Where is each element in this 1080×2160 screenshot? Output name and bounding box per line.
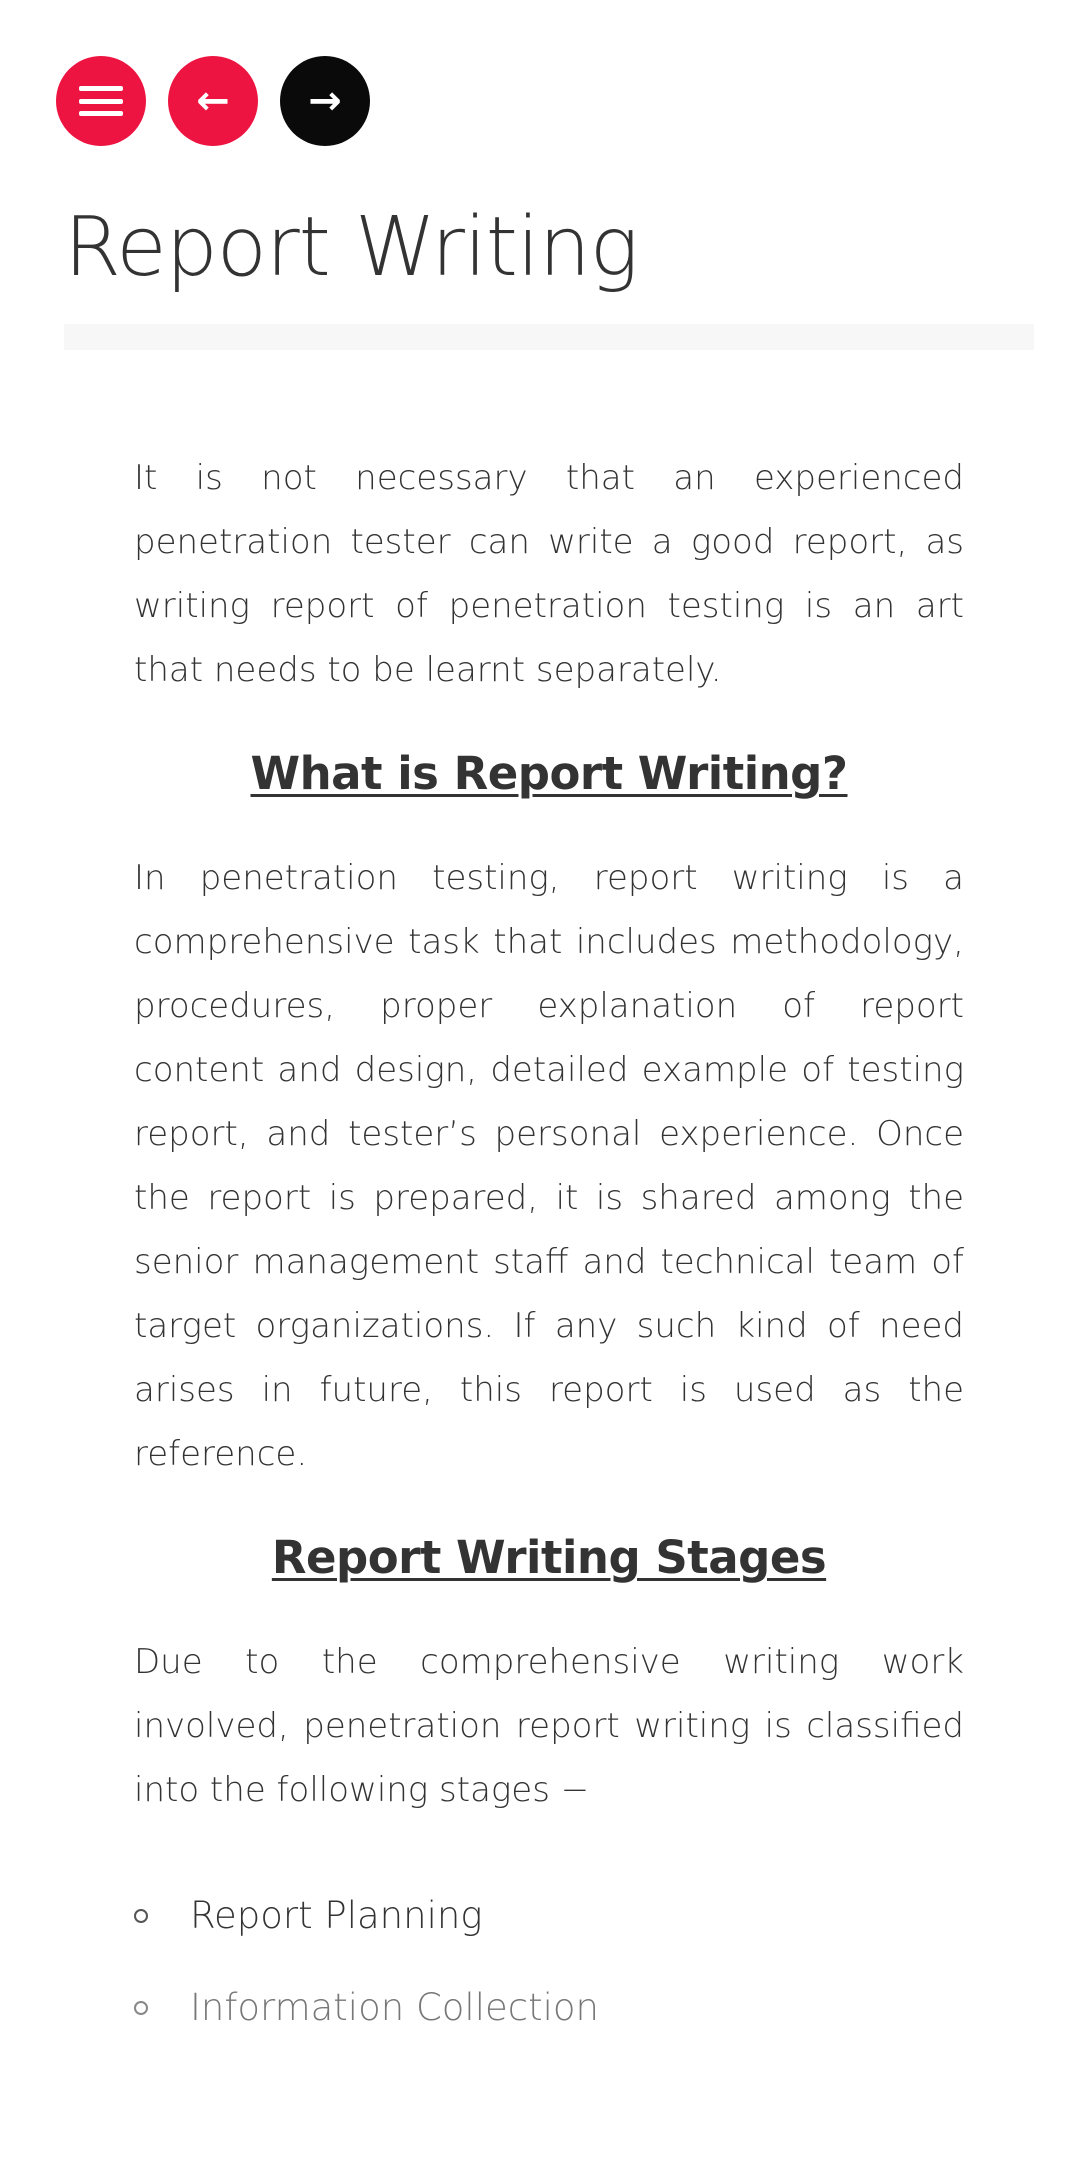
hamburger-menu-icon	[79, 86, 123, 116]
menu-button[interactable]	[56, 56, 146, 146]
title-divider	[64, 324, 1034, 350]
page-title: Report Writing	[64, 200, 638, 295]
circle-bullet-icon	[134, 1909, 148, 1923]
section-paragraph-what-is-report-writing: In penetration testing, report writing is a comprehensive task that includes methodology, procedures, proper explanation of report content and design, detailed example of testing report, and tester’s personal experience. Once the report is prepared, it is shared among the senior management staff and technical team of target organizations. If any such kind of need arises in future, this report is used as the reference.	[134, 858, 964, 1474]
section-paragraph-report-writing-stages: Due to the comprehensive writing work involved, penetration report writing is classified into the following stages −	[134, 1642, 964, 1810]
list-item-label: Information Collection	[190, 1986, 599, 2029]
intro-paragraph: It is not necessary that an experienced penetration tester can write a good report, as writing report of penetration testing is an art that needs to be learnt separately.	[134, 458, 964, 690]
stages-list	[134, 1888, 964, 2036]
list-item-label: Report Planning	[190, 1894, 483, 1937]
list-item	[134, 1888, 964, 1944]
section-heading-what-is-report-writing: What is Report Writing?	[250, 747, 848, 800]
list-item	[134, 1980, 964, 2036]
section-heading-report-writing-stages: Report Writing Stages	[271, 1531, 827, 1584]
arrow-right-icon: →	[308, 78, 342, 124]
article-content	[134, 446, 964, 2072]
next-page-button[interactable]	[280, 56, 370, 146]
previous-page-button[interactable]	[168, 56, 258, 146]
arrow-left-icon: ←	[196, 78, 230, 124]
circle-bullet-icon	[134, 2001, 148, 2015]
